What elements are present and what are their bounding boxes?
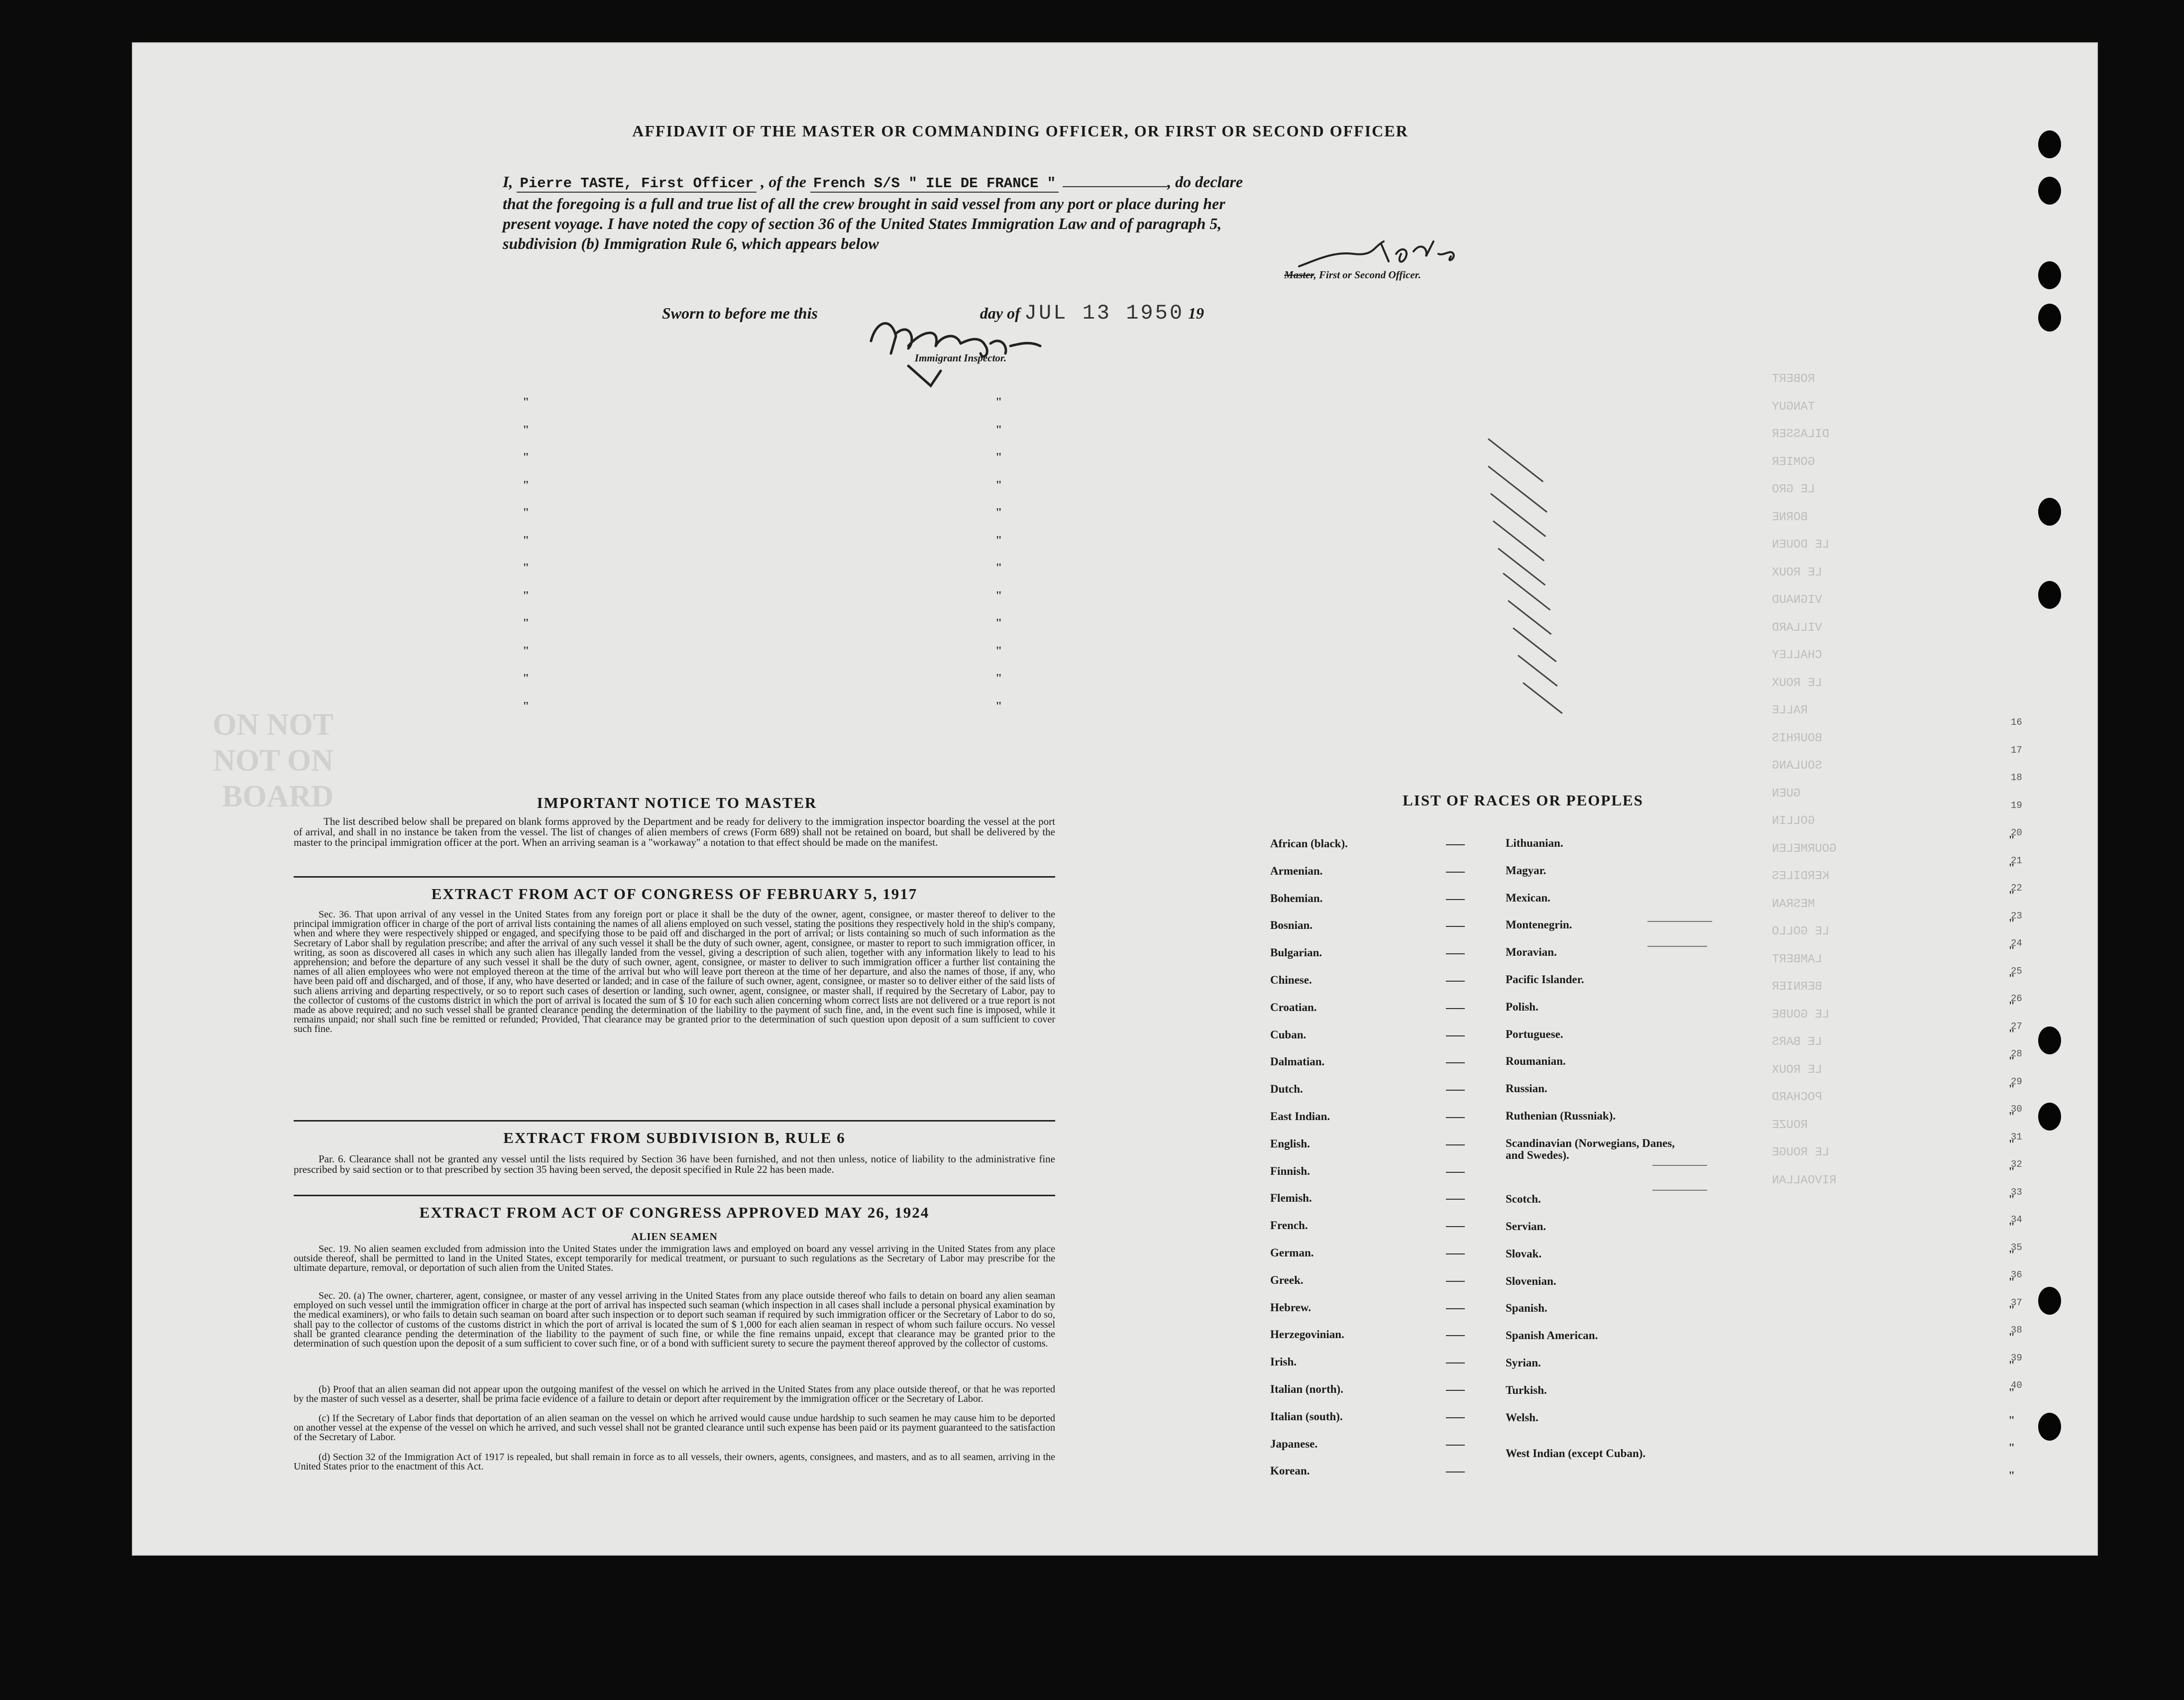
race-dash	[1446, 1253, 1465, 1254]
ditto-mark: "	[995, 562, 1002, 574]
race-item: Bulgarian.	[1270, 946, 1322, 959]
ditto-mark: "	[995, 589, 1002, 602]
race-item: Spanish.	[1506, 1302, 1547, 1315]
ditto-mark: "	[2008, 1331, 2015, 1344]
ditto-mark: "	[523, 589, 530, 602]
ditto-mark: "	[2008, 1386, 2015, 1399]
row-number: 28	[2011, 1048, 2022, 1059]
bleed-name: SOULANG	[1772, 759, 1822, 773]
punch-hole	[2038, 1287, 2061, 1315]
affidavit-title: AFFIDAVIT OF THE MASTER OR COMMANDING OFFICER, OR FIRST OR SECOND OFFICER	[632, 122, 1409, 140]
sworn-text: Sworn to before me this	[662, 304, 818, 322]
ditto-mark: "	[2008, 1248, 2015, 1261]
ditto-mark: "	[995, 451, 1002, 464]
ditto-mark: "	[2008, 1303, 2015, 1317]
row-number: 38	[2011, 1325, 2022, 1336]
ditto-mark: "	[523, 699, 530, 713]
ditto-mark: "	[523, 672, 530, 685]
master-caption	[1284, 269, 1483, 281]
race-item: Irish.	[1270, 1356, 1297, 1368]
bleed-name: MESRAN	[1772, 897, 1815, 911]
officer-name-field: Pierre TASTE, First Officer	[517, 175, 757, 193]
bleed-name: BOURHIS	[1772, 731, 1822, 745]
bleed-name: LE BARS	[1772, 1035, 1822, 1049]
row-number: 40	[2011, 1380, 2022, 1391]
declaration-i: I,	[503, 173, 513, 191]
declaration-line-3: present voyage. I have noted the copy of section 36 of the United States Immigration Law and of paragraph 5,	[503, 215, 1222, 232]
race-dash	[1446, 872, 1465, 873]
race-item: Portuguese.	[1506, 1027, 1563, 1040]
race-item: East Indian.	[1270, 1110, 1330, 1123]
declaration-line-2: that the foregoing is a full and true list of all the crew brought in said vessel from any port or place during her	[503, 195, 1225, 213]
ditto-mark: "	[2008, 1359, 2015, 1372]
punch-hole	[2038, 581, 2061, 609]
row-number: 16	[2011, 717, 2022, 728]
race-item: Spanish American.	[1506, 1329, 1598, 1342]
bleed-name: ROBERT	[1772, 372, 1815, 386]
row-number: 25	[2011, 965, 2022, 977]
row-number: 36	[2011, 1269, 2022, 1280]
punch-hole	[2038, 1026, 2061, 1054]
race-dash	[1446, 1144, 1465, 1145]
inspector-caption: Immigrant Inspector.	[914, 352, 1007, 364]
punch-hole	[2038, 1413, 2061, 1441]
bleed-name: KERDILES	[1772, 870, 1830, 883]
vessel-name-field: French S/S " ILE DE FRANCE "	[810, 175, 1059, 193]
check-stroke	[1652, 1165, 1707, 1166]
race-item: Ruthenian (Russniak).	[1506, 1110, 1616, 1122]
row-number: 22	[2011, 883, 2022, 894]
punch-hole	[2038, 261, 2061, 289]
bleed-name: LE DOUEN	[1772, 538, 1830, 552]
ditto-mark: "	[2008, 1276, 2015, 1289]
bleed-name: LE GOUBE	[1772, 1008, 1830, 1021]
race-dash	[1446, 926, 1465, 927]
row-number: 21	[2011, 855, 2022, 866]
race-item: Italian (north).	[1270, 1383, 1343, 1395]
row-number: 26	[2011, 993, 2022, 1004]
row-number: 32	[2011, 1159, 2022, 1170]
race-item: Pacific Islander.	[1506, 973, 1584, 986]
vessel-line-blank	[1063, 186, 1167, 187]
bleed-name: LE GRO	[1772, 483, 1815, 496]
ditto-mark: "	[2008, 1193, 2015, 1206]
section-rule	[294, 1195, 1055, 1196]
ditto-mark: "	[995, 506, 1002, 519]
race-item: Hebrew.	[1270, 1301, 1311, 1314]
race-item: Armenian.	[1270, 864, 1323, 877]
races-title: LIST OF RACES OR PEOPLES	[1403, 792, 1643, 809]
extract-1917-body: Sec. 36. That upon arrival of any vessel in the United States from any foreign port or place it shall be the duty of the owner, agent, consignee, or master thereof to deliver to the principal immigration officer in charge of the port of arrival lists containing the names of all aliens employed on such vessel, stating the positions they respectively hold in the ship's company, when and where they were respectively shipped or engaged, and specifying those to be paid off and discharged in the port of arrival; or lists containing so much of such information as the Secretary of Labor shall by regulation prescribe; and after the arrival of any such vessel it shall be the duty of such owner, agent, consignee, or master to report to such immigration officer, in writing, as soon as discovered all cases in which any such alien has illegally landed from the vessel, giving a description of such alien, together with any information likely to lead to his apprehension; and before the departure of any such vessel it shall be the duty of such owner, agent, consignee, or master to deliver to such immigration officer a further list containing the names of all alien employees who were not employed thereon at the time of the arrival but who will leave port thereon at the time of her departure, and also the names of those, if any, who have been paid off and discharged, and of those, if any, who have deserted or landed; and in case of the failure of such owner, agent, consignee, or master so to deliver either of the said lists of such aliens arriving and departing respectively, or so to report such cases of desertion or landing, such owner, agent, consignee, or master shall, if required by the Secretary of Labor, pay to the collector of customs of the customs district in which the port of arrival is located the sum of $ 10 for each such alien concerning whom correct lists are not delivered or a true report is not made as above required; and no such vessel shall be granted clearance pending the determination of the liability to the payment of such fine, and, in the event such fine is imposed, while it remains unpaid; nor shall such fine be remitted or refunded; Provided, That clearance may be granted prior to the determination of such question upon deposit of a sum sufficient to cover such fine.	[294, 909, 1055, 1035]
ditto-mark: "	[523, 478, 530, 492]
bleed-name: GOURMELEN	[1772, 842, 1837, 856]
row-number: 19	[2011, 799, 2022, 811]
rule-6-title: EXTRACT FROM SUBDIVISION B, RULE 6	[503, 1129, 846, 1146]
ditto-mark: "	[2008, 1082, 2015, 1096]
ditto-mark: "	[2008, 944, 2015, 957]
row-number: 34	[2011, 1214, 2022, 1225]
row-number: 27	[2011, 1020, 2022, 1032]
race-item: Dutch.	[1270, 1083, 1303, 1096]
ditto-mark: "	[2008, 1165, 2015, 1178]
extract-1924-sec20c: (c) If the Secretary of Labor finds that deportation of an alien seaman on the vessel on which he arrived would cause undue hardship to such seamen he may cause him to be deported on another vessel at the expense of the vessel on which he arrived, and such vessel shall not be granted clearance until such expense has been paid or its payment guaranteed to the satisfaction of the Secretary of Labor.	[294, 1413, 1055, 1443]
extract-1924-sec19: Sec. 19. No alien seamen excluded from admission into the United States under the immigration laws and employed on board any vessel arriving in the United States from any place outside thereof, shall be permitted to land in the United States, except temporarily for medical treatment, or pursuant to such regulations as the Secretary of Labor may prescribe for the ultimate departure, removal, or deportation of such alien from the United States.	[294, 1244, 1055, 1274]
bleed-name: TANGUY	[1772, 400, 1815, 414]
declaration-declare: , do declare	[1167, 173, 1243, 191]
race-item: Moravian.	[1506, 946, 1557, 959]
ditto-mark: "	[995, 423, 1002, 437]
race-item: African (black).	[1270, 837, 1348, 850]
master-rest: , First or Second Officer.	[1313, 269, 1421, 281]
ditto-mark: "	[2008, 1414, 2015, 1427]
bleed-name: LE GOLLO	[1772, 925, 1830, 938]
race-dash	[1446, 1117, 1465, 1118]
row-number: 18	[2011, 772, 2022, 783]
ditto-mark: "	[995, 617, 1002, 630]
race-item: Syrian.	[1506, 1356, 1541, 1369]
extract-1924-sec20d: (d) Section 32 of the Immigration Act of 1917 is repealed, but shall remain in force as to all vessels, their owners, agents, consignees, and masters, and as to all seamen, arriving in the United States prior to the enactment of this Act.	[294, 1452, 1055, 1473]
race-dash	[1446, 1472, 1465, 1473]
section-rule	[294, 1120, 1055, 1122]
bleed-name: ROUZE	[1772, 1118, 1808, 1132]
race-dash	[1446, 1417, 1465, 1418]
ditto-mark: "	[995, 478, 1002, 492]
row-number: 37	[2011, 1297, 2022, 1308]
race-item: Dalmatian.	[1270, 1055, 1325, 1068]
punch-hole	[2038, 1103, 2061, 1131]
race-item: Croatian.	[1270, 1001, 1317, 1014]
ditto-mark: "	[2008, 834, 2015, 847]
ditto-mark: "	[523, 506, 530, 519]
race-item: Chinese.	[1270, 974, 1312, 986]
row-number: 39	[2011, 1352, 2022, 1363]
ditto-mark: "	[2008, 1221, 2015, 1234]
declaration-of: , of the	[761, 173, 806, 191]
race-item: German.	[1270, 1247, 1314, 1259]
ditto-mark: "	[2008, 889, 2015, 902]
race-dash	[1446, 1445, 1465, 1446]
bleed-name: POCHARD	[1772, 1091, 1822, 1104]
alien-seamen-subtitle: ALIEN SEAMEN	[631, 1231, 718, 1243]
extract-1917-title: EXTRACT FROM ACT OF CONGRESS OF FEBRUARY 5, 1917	[431, 885, 918, 903]
bleed-stamp-line: ON NOT	[213, 708, 333, 742]
race-dash	[1446, 899, 1465, 900]
race-dash	[1446, 1062, 1465, 1063]
ditto-mark: "	[995, 644, 1002, 658]
race-dash	[1446, 844, 1465, 845]
ditto-mark: "	[2008, 1137, 2015, 1151]
race-dash	[1446, 1172, 1465, 1173]
bleed-name: BORNE	[1772, 510, 1808, 524]
master-struck: Master	[1284, 269, 1314, 281]
race-item: Bohemian.	[1270, 892, 1323, 905]
race-item: West Indian (except Cuban).	[1506, 1447, 1646, 1460]
ditto-mark: "	[2008, 1000, 2015, 1013]
ditto-mark: "	[2008, 1442, 2015, 1455]
ditto-mark: "	[2008, 1055, 2015, 1068]
ditto-mark: "	[523, 562, 530, 574]
race-item: Polish.	[1506, 1000, 1538, 1013]
ditto-mark: "	[995, 534, 1002, 547]
race-item: Italian (south).	[1270, 1410, 1343, 1423]
extract-1924-sec20a: Sec. 20. (a) The owner, charterer, agent, consignee, or master of any vessel arriving in the United States from any place outside thereof who fails to detain on board any alien seaman employed on such vessel until the immigration officer in charge at the port of arrival has inspected such seaman (which inspection in all cases shall include a personal physical examination by the medical examiners), or who fails to detain such seaman on board after such inspection or to deport such seaman if required by such immigration officer or the Secretary of Labor to do so, shall pay to the collector of customs of the customs district in which the port of arrival is located the sum of $ 1,000 for each alien seaman in respect of whom such failure occurs. No vessel shall be granted clearance pending the determination of the liability to the payment of such fine, or while the fine remains unpaid, except that clearance may be granted prior to the determination of such question upon the deposit of a sum sufficient to cover such fine, or of a bond with sufficient surety to secure the payment thereof approved by the collector of customs.	[294, 1290, 1055, 1350]
bleed-stamp-line: NOT ON BOARD	[213, 744, 333, 813]
row-number: 20	[2011, 827, 2022, 838]
row-number: 23	[2011, 910, 2022, 921]
ditto-mark: "	[523, 451, 530, 464]
row-number: 33	[2011, 1186, 2022, 1198]
bleed-name: LE ROUX	[1772, 566, 1822, 579]
race-item: Flemish.	[1270, 1192, 1312, 1205]
sworn-day-of: day of	[980, 304, 1020, 322]
race-item: Russian.	[1506, 1082, 1547, 1095]
declaration-line-4: subdivision (b) Immigration Rule 6, which appears below	[503, 234, 879, 252]
race-item: Magyar.	[1506, 864, 1546, 877]
punch-hole	[2038, 304, 2061, 332]
race-item: Japanese.	[1270, 1437, 1318, 1450]
row-number: 24	[2011, 938, 2022, 949]
notice-title: IMPORTANT NOTICE TO MASTER	[537, 794, 817, 811]
bleed-name: VIGNAUD	[1772, 593, 1822, 607]
race-item: Servian.	[1506, 1220, 1546, 1233]
bleed-name: GUEN	[1772, 787, 1801, 800]
race-item: Cuban.	[1270, 1028, 1307, 1041]
punch-hole	[2038, 130, 2061, 158]
bleed-name: LAMBERT	[1772, 952, 1822, 966]
row-number: 29	[2011, 1076, 2022, 1087]
race-dash	[1446, 1199, 1465, 1200]
ditto-mark: "	[523, 534, 530, 547]
race-item: Slovenian.	[1506, 1274, 1556, 1287]
bleed-name: RIVOALLAN	[1772, 1173, 1837, 1187]
ditto-mark: "	[995, 396, 1002, 409]
race-dash	[1446, 1335, 1465, 1336]
race-item: Scotch.	[1506, 1193, 1541, 1206]
bleed-name: CHALLEY	[1772, 649, 1822, 662]
race-item: Korean.	[1270, 1465, 1310, 1477]
ditto-mark: "	[2008, 861, 2015, 875]
bleed-name: BERNIER	[1772, 980, 1822, 994]
ditto-mark: "	[995, 699, 1002, 713]
race-item: Finnish.	[1270, 1164, 1310, 1177]
ditto-mark: "	[2008, 916, 2015, 930]
race-item: Lithuanian.	[1506, 837, 1563, 849]
bleed-name: DILASSER	[1772, 428, 1830, 441]
bleed-name: LE ROUX	[1772, 676, 1822, 690]
rule-6-body: Par. 6. Clearance shall not be granted any vessel until the lists required by Section 36 have been furnished, and not then unless, notice of liability to the administrative fine prescribed by said section or to that prescribed by section 35 having been served, the deposit specified in Rule 22 has been made.	[294, 1153, 1055, 1175]
ditto-mark: "	[523, 396, 530, 409]
notice-body: The list described below shall be prepared on blank forms approved by the Department and be ready for delivery to the immigration inspector boarding the vessel at the port of arrival, and shall in no instance be taken from the vessel. The list of changes of alien members of crews (Form 689) shall not be retained on board, but shall be delivered by the master to the principal immigration officer at the port. When an arriving seaman is a "workaway" a notation to that effect should be made on the manifest.	[294, 815, 1055, 848]
race-dash	[1446, 1090, 1465, 1091]
race-dash	[1446, 1390, 1465, 1391]
race-dash	[1446, 981, 1465, 982]
race-item: Welsh.	[1506, 1411, 1538, 1424]
race-dash	[1446, 1226, 1465, 1227]
race-dash	[1446, 1362, 1465, 1363]
check-stroke	[1652, 1190, 1707, 1191]
extract-1924-title: EXTRACT FROM ACT OF CONGRESS APPROVED MAY 26, 1924	[419, 1204, 930, 1221]
section-rule	[294, 876, 1055, 878]
race-item: French.	[1270, 1219, 1308, 1232]
race-item: Herzegovinian.	[1270, 1328, 1344, 1341]
bleed-name: RALLE	[1772, 704, 1808, 717]
race-item: Turkish.	[1506, 1383, 1547, 1396]
race-item: Mexican.	[1506, 891, 1551, 904]
ditto-mark: "	[995, 672, 1002, 685]
race-dash	[1446, 1281, 1465, 1282]
bleed-name: LE ROUX	[1772, 1063, 1822, 1077]
ditto-mark: "	[2008, 1027, 2015, 1040]
race-item: Scandinavian (Norwegians, Danes, and Swedes).	[1506, 1136, 1675, 1161]
extract-1924-sec20b: (b) Proof that an alien seaman did not appear upon the outgoing manifest of the vessel on which he arrived in the United States from any place outside thereof, or that he was reported by the master of such vessel as a deserter, shall be prima facie evidence of a failure to detain or deport after requirement by the immigration officer or the Secretary of Labor.	[294, 1384, 1055, 1405]
race-dash	[1446, 1308, 1465, 1309]
ditto-mark: "	[2008, 1110, 2015, 1123]
race-dash	[1446, 1008, 1465, 1009]
row-number: 35	[2011, 1242, 2022, 1253]
ditto-mark: "	[2008, 1469, 2015, 1482]
sworn-year: 19	[1188, 304, 1204, 322]
date-stamp: JUL 13 1950	[1024, 301, 1185, 325]
row-number: 31	[2011, 1131, 2022, 1142]
row-number: 17	[2011, 744, 2022, 756]
punch-hole	[2038, 177, 2061, 205]
bleed-name: VILLARD	[1772, 621, 1822, 635]
race-item: Slovak.	[1506, 1247, 1542, 1260]
race-item: Roumanian.	[1506, 1055, 1566, 1068]
ditto-mark: "	[523, 423, 530, 437]
declaration-line-1	[503, 172, 1473, 194]
ditto-mark: "	[523, 644, 530, 658]
bleed-name: GOMIER	[1772, 455, 1815, 469]
race-item: Greek.	[1270, 1273, 1304, 1286]
row-number: 30	[2011, 1104, 2022, 1115]
bleed-name: GOLLIN	[1772, 814, 1815, 828]
race-item: English.	[1270, 1137, 1310, 1150]
race-dash	[1446, 1035, 1465, 1036]
ditto-mark: "	[523, 617, 530, 630]
race-item: Montenegrin.	[1506, 918, 1572, 931]
bleed-name: LE ROUGE	[1772, 1146, 1830, 1159]
race-item: Bosnian.	[1270, 919, 1313, 932]
race-dash	[1446, 953, 1465, 954]
ditto-mark: "	[2008, 972, 2015, 985]
punch-hole	[2038, 498, 2061, 526]
